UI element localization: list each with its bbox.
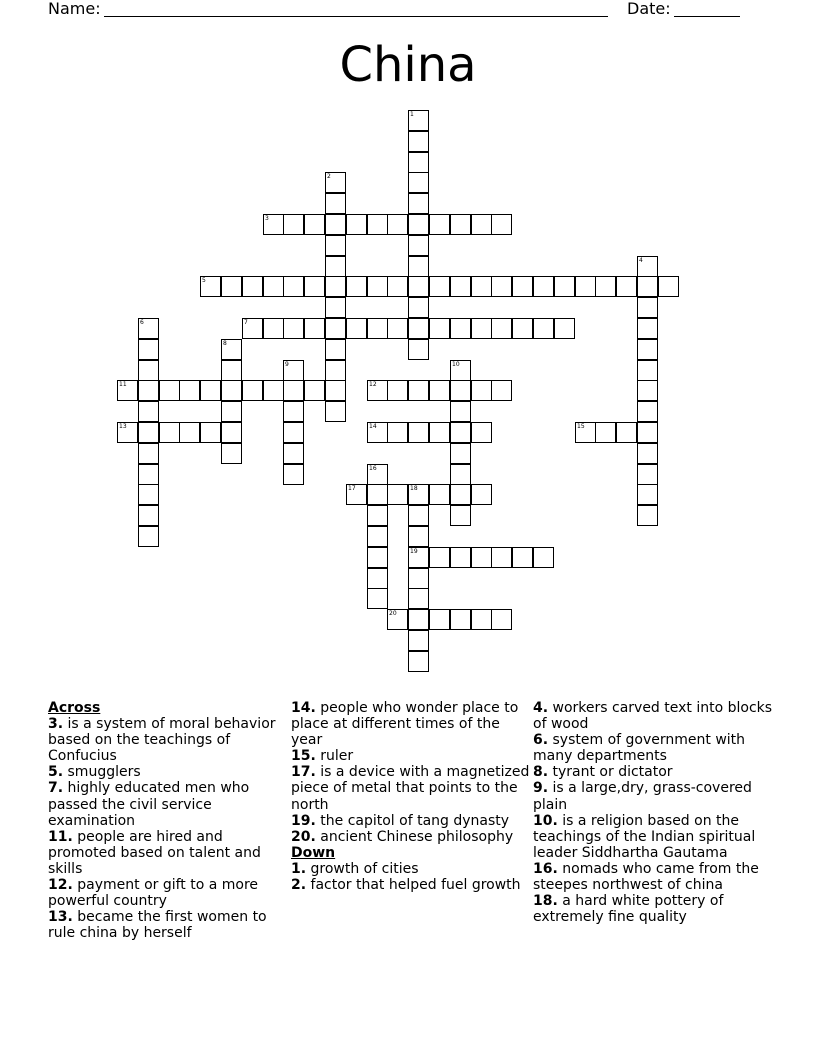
grid-cell[interactable] bbox=[450, 443, 471, 464]
cell-number: 16 bbox=[369, 465, 377, 472]
grid-cell[interactable] bbox=[616, 276, 637, 297]
clue-text: people are hired and promoted based on talent and skills bbox=[48, 828, 261, 877]
grid-cell[interactable] bbox=[491, 318, 512, 339]
grid-cell[interactable] bbox=[429, 609, 450, 630]
grid-cell[interactable] bbox=[491, 547, 512, 568]
grid-cell[interactable] bbox=[595, 276, 616, 297]
grid-cell[interactable] bbox=[138, 360, 159, 381]
grid-cell[interactable] bbox=[637, 484, 658, 505]
cell-number: 8 bbox=[223, 340, 227, 347]
grid-cell[interactable] bbox=[138, 380, 159, 401]
grid-cell[interactable] bbox=[346, 484, 367, 505]
grid-cell[interactable] bbox=[575, 276, 596, 297]
grid-cell[interactable] bbox=[471, 214, 492, 235]
grid-cell[interactable] bbox=[616, 422, 637, 443]
cell-number: 20 bbox=[389, 610, 397, 617]
grid-cell[interactable] bbox=[387, 318, 408, 339]
grid-cell[interactable] bbox=[367, 422, 388, 443]
grid-cell[interactable] bbox=[408, 588, 429, 609]
grid-cell[interactable] bbox=[637, 401, 658, 422]
grid-cell[interactable] bbox=[325, 380, 346, 401]
grid-cell[interactable] bbox=[138, 318, 159, 339]
clue-text: payment or gift to a more powerful country bbox=[48, 877, 259, 910]
grid-cell[interactable] bbox=[304, 380, 325, 401]
clue-number: 7. bbox=[48, 780, 64, 797]
clue-number: 16. bbox=[533, 860, 558, 877]
clue bbox=[291, 861, 531, 877]
grid-cell[interactable] bbox=[263, 214, 284, 235]
grid-cell[interactable] bbox=[263, 380, 284, 401]
grid-cell[interactable] bbox=[283, 360, 304, 381]
grid-cell[interactable] bbox=[138, 422, 159, 443]
grid-cell[interactable] bbox=[491, 214, 512, 235]
grid-cell[interactable] bbox=[450, 464, 471, 485]
cell-number: 11 bbox=[119, 381, 127, 388]
grid-cell[interactable] bbox=[637, 297, 658, 318]
grid-cell[interactable] bbox=[283, 276, 304, 297]
grid-cell[interactable] bbox=[637, 505, 658, 526]
clue-number: 11. bbox=[48, 828, 73, 845]
grid-cell[interactable] bbox=[367, 484, 388, 505]
grid-cell[interactable] bbox=[450, 609, 471, 630]
clue bbox=[48, 909, 280, 941]
grid-cell[interactable] bbox=[367, 464, 388, 485]
grid-cell[interactable] bbox=[450, 276, 471, 297]
grid-cell[interactable] bbox=[408, 422, 429, 443]
cell-number: 10 bbox=[452, 361, 460, 368]
grid-cell[interactable] bbox=[138, 443, 159, 464]
grid-cell[interactable] bbox=[408, 630, 429, 651]
grid-cell[interactable] bbox=[325, 256, 346, 277]
clue bbox=[291, 748, 531, 764]
grid-cell[interactable] bbox=[637, 256, 658, 277]
clue bbox=[533, 732, 773, 764]
grid-cell[interactable] bbox=[221, 339, 242, 360]
clue-text: nomads who came from the steepes northwest of china bbox=[533, 860, 759, 894]
grid-cell[interactable] bbox=[325, 214, 346, 235]
grid-cell[interactable] bbox=[575, 422, 596, 443]
grid-cell[interactable] bbox=[200, 422, 221, 443]
clue-text: highly educated men who passed the civil service examination bbox=[48, 780, 250, 829]
across-heading: Across bbox=[48, 700, 101, 716]
clue-text: is a system of moral behavior based on the teachings of Confucius bbox=[48, 716, 276, 765]
grid-cell[interactable] bbox=[408, 110, 429, 131]
grid-cell[interactable] bbox=[429, 380, 450, 401]
grid-cell[interactable] bbox=[221, 360, 242, 381]
clue bbox=[48, 716, 280, 764]
grid-cell[interactable] bbox=[283, 214, 304, 235]
clue-text: became the first women to rule china by herself bbox=[48, 909, 267, 942]
grid-cell[interactable] bbox=[325, 235, 346, 256]
clue bbox=[48, 877, 280, 909]
name-label: Name: bbox=[48, 0, 101, 18]
cell-number: 5 bbox=[202, 277, 206, 284]
grid-cell[interactable] bbox=[450, 547, 471, 568]
grid-cell[interactable] bbox=[325, 339, 346, 360]
grid-cell[interactable] bbox=[512, 547, 533, 568]
clue-number: 19. bbox=[291, 812, 316, 829]
grid-cell[interactable] bbox=[221, 443, 242, 464]
grid-cell[interactable] bbox=[325, 193, 346, 214]
cell-number: 13 bbox=[119, 423, 127, 430]
grid-cell[interactable] bbox=[637, 422, 658, 443]
grid-cell[interactable] bbox=[283, 318, 304, 339]
clue-text: is a device with a magnetized piece of metal that points to the north bbox=[291, 764, 530, 813]
clue bbox=[533, 700, 773, 732]
grid-cell[interactable] bbox=[595, 422, 616, 443]
cell-number: 12 bbox=[369, 381, 377, 388]
grid-cell[interactable] bbox=[554, 276, 575, 297]
grid-cell[interactable] bbox=[408, 651, 429, 672]
grid-cell[interactable] bbox=[263, 276, 284, 297]
clues-column-3 bbox=[533, 700, 773, 925]
grid-cell[interactable] bbox=[450, 380, 471, 401]
grid-cell[interactable] bbox=[325, 401, 346, 422]
grid-cell[interactable] bbox=[138, 464, 159, 485]
grid-cell[interactable] bbox=[325, 276, 346, 297]
clue bbox=[291, 877, 531, 893]
clue bbox=[48, 764, 280, 780]
grid-cell[interactable] bbox=[138, 526, 159, 547]
grid-cell[interactable] bbox=[429, 318, 450, 339]
cell-number: 18 bbox=[410, 485, 418, 492]
grid-cell[interactable] bbox=[533, 547, 554, 568]
grid-cell[interactable] bbox=[117, 380, 138, 401]
grid-cell[interactable] bbox=[283, 422, 304, 443]
clue bbox=[291, 700, 531, 748]
clue-text: system of government with many departments bbox=[533, 732, 746, 765]
grid-cell[interactable] bbox=[304, 214, 325, 235]
clue-text: factor that helped fuel growth bbox=[306, 877, 521, 894]
grid-cell[interactable] bbox=[242, 380, 263, 401]
grid-cell[interactable] bbox=[429, 276, 450, 297]
grid-cell[interactable] bbox=[138, 339, 159, 360]
grid-cell[interactable] bbox=[221, 401, 242, 422]
clue-text: a hard white pottery of extremely fine quality bbox=[533, 893, 724, 926]
clue-number: 17. bbox=[291, 764, 316, 781]
grid-cell[interactable] bbox=[367, 505, 388, 526]
grid-cell[interactable] bbox=[408, 235, 429, 256]
grid-cell[interactable] bbox=[408, 214, 429, 235]
clue-text: smugglers bbox=[63, 764, 141, 781]
cell-number: 15 bbox=[577, 423, 585, 430]
clue bbox=[533, 780, 773, 812]
cell-number: 4 bbox=[639, 257, 643, 264]
grid-cell[interactable] bbox=[221, 422, 242, 443]
grid-cell[interactable] bbox=[242, 318, 263, 339]
clue-number: 1. bbox=[291, 860, 307, 877]
grid-cell[interactable] bbox=[387, 484, 408, 505]
grid-cell[interactable] bbox=[325, 360, 346, 381]
clue-number: 4. bbox=[533, 700, 549, 716]
puzzle-title: China bbox=[339, 37, 477, 93]
cell-number: 2 bbox=[327, 173, 331, 180]
clue bbox=[291, 813, 531, 829]
cell-number: 1 bbox=[410, 111, 414, 118]
clue-number: 9. bbox=[533, 780, 549, 797]
clue-text: growth of cities bbox=[306, 860, 419, 877]
grid-cell[interactable] bbox=[533, 276, 554, 297]
grid-cell[interactable] bbox=[221, 380, 242, 401]
grid-cell[interactable] bbox=[367, 526, 388, 547]
grid-cell[interactable] bbox=[408, 526, 429, 547]
grid-cell[interactable] bbox=[512, 276, 533, 297]
clue-number: 8. bbox=[533, 764, 549, 781]
grid-cell[interactable] bbox=[491, 380, 512, 401]
grid-cell[interactable] bbox=[408, 380, 429, 401]
grid-cell[interactable] bbox=[304, 318, 325, 339]
cell-number: 7 bbox=[244, 319, 248, 326]
grid-cell[interactable] bbox=[283, 380, 304, 401]
clue-number: 2. bbox=[291, 877, 307, 894]
clue-number: 3. bbox=[48, 716, 64, 733]
clue-text: ancient Chinese philosophy bbox=[315, 828, 514, 845]
clue bbox=[291, 829, 531, 845]
clue-text: is a religion based on the teachings of the Indian spiritual leader Siddhartha Gautama bbox=[533, 812, 756, 861]
clue-number: 12. bbox=[48, 877, 73, 894]
cell-number: 19 bbox=[410, 548, 418, 555]
clue-number: 15. bbox=[291, 748, 316, 765]
grid-cell[interactable] bbox=[637, 380, 658, 401]
grid-cell[interactable] bbox=[450, 422, 471, 443]
grid-cell[interactable] bbox=[367, 568, 388, 589]
clue-text: tyrant or dictator bbox=[548, 764, 673, 781]
grid-cell[interactable] bbox=[325, 297, 346, 318]
grid-cell[interactable] bbox=[408, 318, 429, 339]
grid-cell[interactable] bbox=[533, 318, 554, 339]
grid-cell[interactable] bbox=[408, 609, 429, 630]
clue bbox=[533, 813, 773, 861]
grid-cell[interactable] bbox=[283, 401, 304, 422]
grid-cell[interactable] bbox=[471, 609, 492, 630]
grid-cell[interactable] bbox=[367, 318, 388, 339]
grid-cell[interactable] bbox=[367, 214, 388, 235]
clue-number: 18. bbox=[533, 893, 558, 910]
grid-cell[interactable] bbox=[471, 276, 492, 297]
grid-cell[interactable] bbox=[408, 152, 429, 173]
grid-cell[interactable] bbox=[221, 276, 242, 297]
grid-cell[interactable] bbox=[200, 276, 221, 297]
grid-cell[interactable] bbox=[408, 193, 429, 214]
cell-number: 3 bbox=[265, 215, 269, 222]
grid-cell[interactable] bbox=[637, 443, 658, 464]
grid-cell[interactable] bbox=[408, 505, 429, 526]
clue-number: 5. bbox=[48, 764, 64, 781]
clue bbox=[533, 861, 773, 893]
grid-cell[interactable] bbox=[346, 276, 367, 297]
grid-cell[interactable] bbox=[450, 484, 471, 505]
grid-cell[interactable] bbox=[179, 380, 200, 401]
grid-cell[interactable] bbox=[450, 505, 471, 526]
grid-cell[interactable] bbox=[408, 484, 429, 505]
clue bbox=[48, 780, 280, 828]
clue-text: people who wonder place to place at different times of the year bbox=[291, 700, 519, 749]
grid-cell[interactable] bbox=[429, 547, 450, 568]
clues-column-2 bbox=[291, 700, 531, 893]
grid-cell[interactable] bbox=[408, 172, 429, 193]
clue-number: 6. bbox=[533, 732, 549, 749]
grid-cell[interactable] bbox=[429, 484, 450, 505]
grid-cell[interactable] bbox=[637, 276, 658, 297]
grid-cell[interactable] bbox=[179, 422, 200, 443]
grid-cell[interactable] bbox=[283, 443, 304, 464]
cell-number: 17 bbox=[348, 485, 356, 492]
grid-cell[interactable] bbox=[408, 547, 429, 568]
grid-cell[interactable] bbox=[367, 380, 388, 401]
cell-number: 14 bbox=[369, 423, 377, 430]
clue bbox=[291, 764, 531, 812]
date-label: Date: bbox=[627, 0, 671, 18]
grid-cell[interactable] bbox=[283, 464, 304, 485]
grid-cell[interactable] bbox=[263, 318, 284, 339]
grid-cell[interactable] bbox=[408, 297, 429, 318]
grid-cell[interactable] bbox=[408, 256, 429, 277]
grid-cell[interactable] bbox=[637, 318, 658, 339]
grid-cell[interactable] bbox=[512, 318, 533, 339]
grid-cell[interactable] bbox=[637, 339, 658, 360]
grid-cell[interactable] bbox=[138, 505, 159, 526]
cell-number: 6 bbox=[140, 319, 144, 326]
grid-cell[interactable] bbox=[471, 422, 492, 443]
grid-cell[interactable] bbox=[367, 588, 388, 609]
clue-text: workers carved text into blocks of wood bbox=[533, 700, 773, 733]
grid-cell[interactable] bbox=[325, 318, 346, 339]
grid-cell[interactable] bbox=[450, 318, 471, 339]
grid-cell[interactable] bbox=[658, 276, 679, 297]
grid-cell[interactable] bbox=[491, 609, 512, 630]
grid-cell[interactable] bbox=[408, 131, 429, 152]
grid-cell[interactable] bbox=[387, 214, 408, 235]
grid-cell[interactable] bbox=[387, 609, 408, 630]
grid-cell[interactable] bbox=[200, 380, 221, 401]
grid-cell[interactable] bbox=[242, 276, 263, 297]
grid-cell[interactable] bbox=[138, 484, 159, 505]
grid-cell[interactable] bbox=[117, 422, 138, 443]
grid-cell[interactable] bbox=[367, 547, 388, 568]
grid-cell[interactable] bbox=[304, 276, 325, 297]
grid-cell[interactable] bbox=[387, 276, 408, 297]
clue-number: 10. bbox=[533, 812, 558, 829]
grid-cell[interactable] bbox=[450, 214, 471, 235]
grid-cell[interactable] bbox=[408, 568, 429, 589]
grid-cell[interactable] bbox=[637, 464, 658, 485]
grid-cell[interactable] bbox=[138, 401, 159, 422]
grid-cell[interactable] bbox=[450, 360, 471, 381]
down-heading: Down bbox=[291, 844, 336, 861]
clue bbox=[533, 893, 773, 925]
clue-number: 20. bbox=[291, 828, 316, 845]
clue-number: 13. bbox=[48, 909, 73, 926]
clue-number: 14. bbox=[291, 700, 316, 716]
clue-text: is a large,dry, grass-covered plain bbox=[533, 780, 752, 813]
clue bbox=[48, 829, 280, 877]
grid-cell[interactable] bbox=[408, 276, 429, 297]
cell-number: 9 bbox=[285, 361, 289, 368]
grid-cell[interactable] bbox=[637, 360, 658, 381]
grid-cell[interactable] bbox=[387, 380, 408, 401]
clues-column-1 bbox=[48, 700, 280, 941]
grid-cell[interactable] bbox=[450, 401, 471, 422]
clue-text: ruler bbox=[315, 748, 354, 765]
grid-cell[interactable] bbox=[429, 214, 450, 235]
grid-cell[interactable] bbox=[471, 318, 492, 339]
grid-cell[interactable] bbox=[346, 214, 367, 235]
grid-cell[interactable] bbox=[471, 547, 492, 568]
grid-cell[interactable] bbox=[346, 318, 367, 339]
grid-cell[interactable] bbox=[429, 422, 450, 443]
grid-cell[interactable] bbox=[159, 380, 180, 401]
grid-cell[interactable] bbox=[408, 339, 429, 360]
grid-cell[interactable] bbox=[471, 380, 492, 401]
grid-cell[interactable] bbox=[367, 276, 388, 297]
clue-text: the capitol of tang dynasty bbox=[315, 812, 510, 829]
clue bbox=[533, 764, 773, 780]
grid-cell[interactable] bbox=[387, 422, 408, 443]
grid-cell[interactable] bbox=[325, 172, 346, 193]
grid-cell[interactable] bbox=[554, 318, 575, 339]
grid-cell[interactable] bbox=[491, 276, 512, 297]
grid-cell[interactable] bbox=[159, 422, 180, 443]
grid-cell[interactable] bbox=[471, 484, 492, 505]
